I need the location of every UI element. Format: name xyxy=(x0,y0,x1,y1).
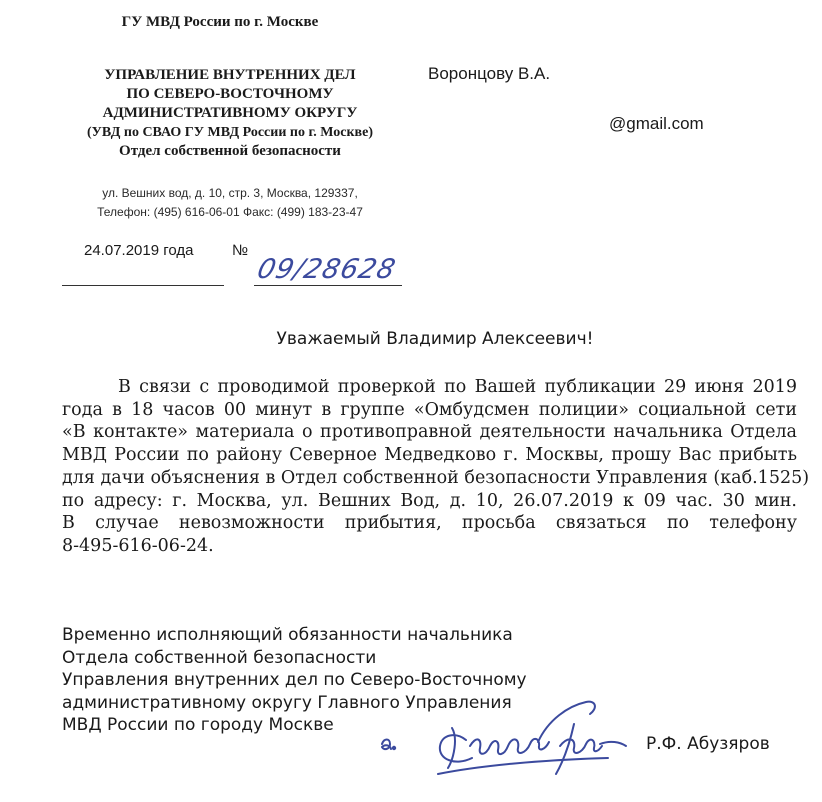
body-line: В связи с проводимой проверкой по Вашей публикации 29 июня 2019 xyxy=(118,377,797,397)
recipient-email: @gmail.com xyxy=(609,114,704,133)
recipient-name: Воронцову В.А. xyxy=(428,64,551,83)
body-line: 8-495-616-06-24. xyxy=(62,535,214,556)
department-line: УПРАВЛЕНИЕ ВНУТРЕННИХ ДЕЛ xyxy=(104,67,356,83)
body-line: В случае невозможности прибытия, просьба связаться по телефону xyxy=(62,513,797,534)
document-date: 24.07.2019 года xyxy=(84,242,194,259)
signatory-title-line: административному округу Главного Управления xyxy=(62,692,512,713)
body-line: МВД России по району Северное Медведково г. Москвы, прошу Вас прибыть xyxy=(62,445,797,466)
number-underline xyxy=(254,285,402,286)
signatory-title-line: Управления внутренних дел по Северо-Восточному xyxy=(62,670,527,691)
body-line: «В контакте» материала о противоправной деятельности начальника Отдела xyxy=(62,422,797,443)
signatory-title-line: Отдела собственной безопасности xyxy=(62,647,377,668)
handwritten-signature xyxy=(368,684,644,784)
phones-line: Телефон: (495) 616-06-01 Факс: (499) 183-23-47 xyxy=(97,205,363,219)
department-line: ПО СЕВЕРО-ВОСТОЧНОМУ xyxy=(126,86,334,102)
signatory-title-line: МВД России по городу Москве xyxy=(62,715,334,736)
document-number: 09/28628 xyxy=(254,254,400,285)
letter-body xyxy=(62,376,810,558)
body-line: по адресу: г. Москва, ул. Вешних Вод, д. 10, 26.07.2019 к 09 час. 30 мин. xyxy=(62,490,797,511)
department-line: (УВД по СВАО ГУ МВД России по г. Москве) xyxy=(87,125,373,140)
number-sign: № xyxy=(232,242,249,259)
body-line: для дачи объяснения в Отдел собственной безопасности Управления (каб.1525) xyxy=(62,467,810,488)
department-block xyxy=(40,66,420,161)
organization-name: ГУ МВД России по г. Москве xyxy=(121,14,319,30)
signatory-name: Р.Ф. Абузяров xyxy=(646,734,770,754)
date-underline xyxy=(62,285,224,286)
body-line: года в 18 часов 00 минут в группе «Омбудсмен полиции» социальной сети xyxy=(62,399,797,420)
address-block xyxy=(50,184,410,222)
greeting: Уважаемый Владимир Алексеевич! xyxy=(276,329,594,349)
address-line: ул. Вешних вод, д. 10, стр. 3, Москва, 129337, xyxy=(102,186,358,200)
signatory-title-line: Временно исполняющий обязанности начальника xyxy=(62,625,513,645)
department-line: АДМИНИСТРАТИВНОМУ ОКРУГУ xyxy=(102,105,358,121)
department-line: Отдел собственной безопасности xyxy=(119,143,341,159)
